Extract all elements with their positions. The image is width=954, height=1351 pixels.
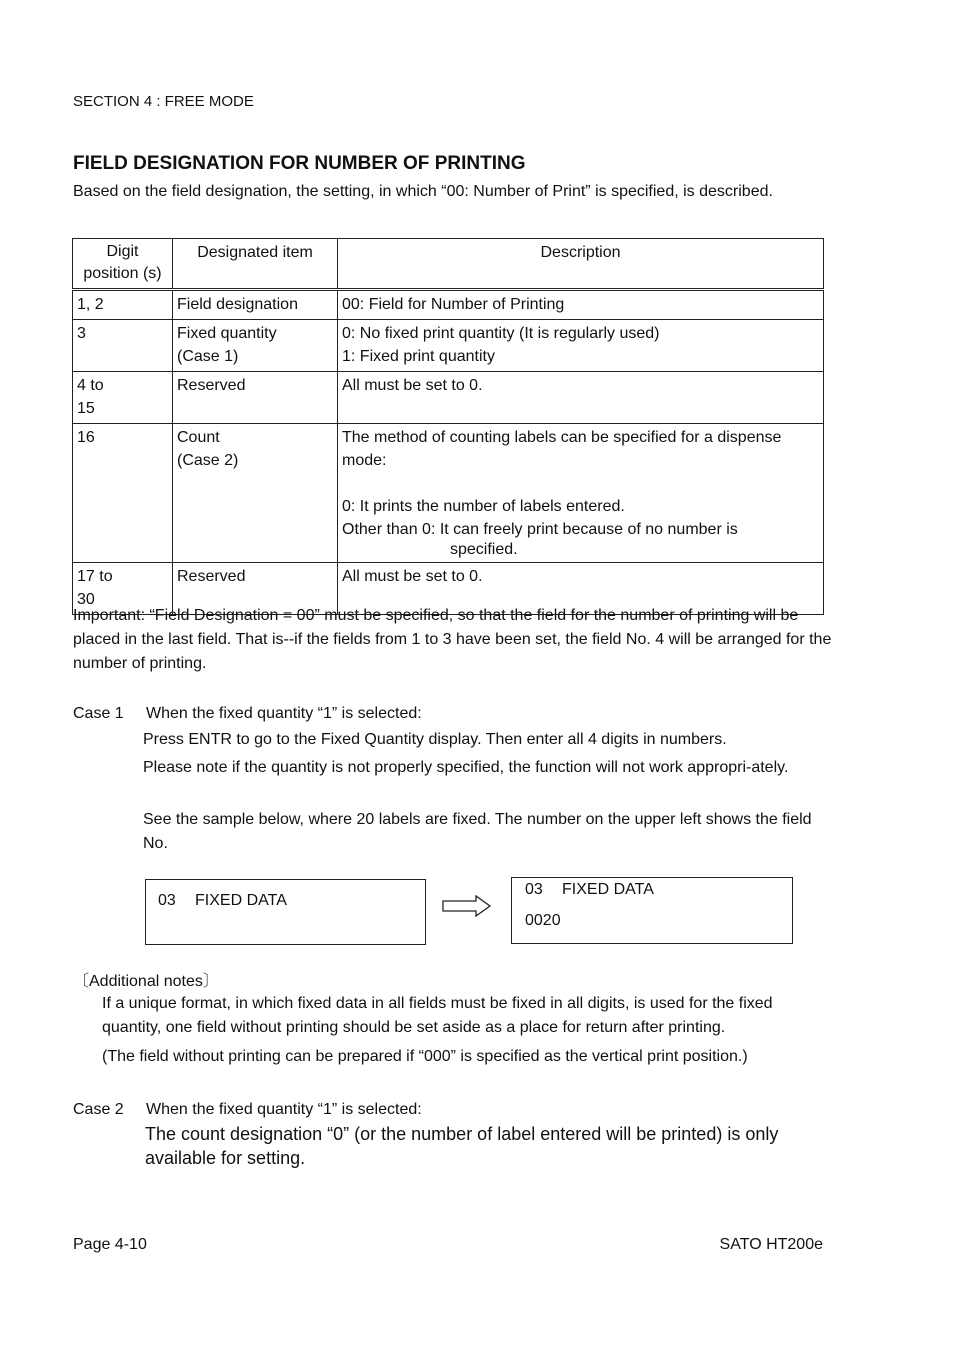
case1-heading-text: When the fixed quantity “1” is selected: [146, 705, 422, 722]
cell-item [173, 320, 338, 372]
additional-notes-title: 〔Additional notes〕 [73, 973, 219, 990]
table-row [73, 320, 824, 372]
header-designated-item: Designated item [173, 239, 338, 290]
desc-line: 0: It prints the number of labels entered. [342, 498, 625, 515]
product-name: SATO HT200e [719, 1236, 823, 1253]
important-note: Important: “Field Designation = 00” must be specified, so that the field for the number of printing will be placed in the last field. That is--if the fields from 1 to 3 have been set, the field No. 4 will be arranged for the number of printing. [73, 607, 832, 672]
cell-digit [73, 372, 173, 424]
cell-item: Reserved [173, 372, 338, 424]
additional-notes-paragraph-1: If a unique format, in which fixed data in all fields must be fixed in all digits, is used for the fixed quantity, one field without printing should be set aside as a place for return after printing. [102, 995, 773, 1036]
cell-item: Field designation [173, 290, 338, 320]
section-header: SECTION 4 : FREE MODE [73, 93, 254, 110]
case1-paragraph-3: See the sample below, where 20 labels are fixed. The number on the upper left shows the field No. [143, 811, 812, 852]
cell-description [338, 320, 824, 372]
item-line: Count [177, 429, 220, 446]
display-after-label: FIXED DATA [562, 881, 654, 898]
header-digit-position [73, 239, 173, 290]
digit-line: 30 [77, 591, 95, 608]
cell-digit: 3 [73, 320, 173, 372]
cell-item: Reserved [173, 563, 338, 615]
display-before-label: FIXED DATA [195, 892, 287, 909]
table-row [73, 372, 824, 424]
digit-line: 4 to [77, 377, 104, 394]
desc-line: The method of counting labels can be specified for a dispense mode: [342, 429, 782, 469]
table-header-row [73, 239, 824, 290]
case1-paragraph-1: Press ENTR to go to the Fixed Quantity display. Then enter all 4 digits in numbers. [143, 731, 727, 748]
cell-description [338, 424, 824, 563]
page-number: Page 4-10 [73, 1236, 147, 1253]
digit-line: 15 [77, 400, 95, 417]
cell-item [173, 424, 338, 563]
case2-body: The count designation “0” (or the number of label entered will be printed) is only available for setting. [145, 1124, 779, 1168]
cell-description: 00: Field for Number of Printing [338, 290, 824, 320]
case2-label: Case 2 [73, 1101, 124, 1118]
case1-label: Case 1 [73, 705, 124, 722]
table-row [73, 290, 824, 320]
display-after-value: 0020 [525, 912, 561, 929]
case1-paragraph-2: Please note if the quantity is not properly specified, the function will not work appropri-ately. [143, 759, 789, 776]
desc-line: Other than 0: It can freely print because of no number is [342, 521, 738, 538]
additional-notes-paragraph-2: (The field without printing can be prepared if “000” is specified as the vertical print position.) [102, 1048, 748, 1065]
header-digit-line2: position (s) [83, 265, 162, 282]
header-digit-line1: Digit [106, 243, 139, 260]
case2-heading-text: When the fixed quantity “1” is selected: [146, 1101, 422, 1118]
case1-heading [73, 705, 422, 723]
display-after [511, 877, 793, 944]
display-after-field-no: 03 [525, 881, 543, 898]
item-line: Fixed quantity [177, 325, 277, 342]
digit-line: 17 to [77, 568, 113, 585]
right-arrow-icon [442, 895, 492, 917]
table-row [73, 424, 824, 563]
intro-paragraph: Based on the field designation, the setting, in which “00: Number of Print” is specified, is described. [73, 183, 773, 200]
cell-digit: 1, 2 [73, 290, 173, 320]
desc-line: 1: Fixed print quantity [342, 348, 495, 365]
display-before [145, 879, 426, 945]
desc-line: 0: No fixed print quantity (It is regularly used) [342, 325, 660, 342]
display-before-field-no: 03 [158, 892, 176, 909]
header-description: Description [338, 239, 824, 290]
item-line: (Case 2) [177, 452, 239, 469]
cell-description: All must be set to 0. [338, 563, 824, 615]
item-line: (Case 1) [177, 348, 239, 365]
desc-line: specified. [450, 541, 518, 558]
field-designation-table [72, 238, 824, 615]
cell-digit: 16 [73, 424, 173, 563]
case2-heading [73, 1101, 422, 1119]
page-title: FIELD DESIGNATION FOR NUMBER OF PRINTING [73, 153, 526, 174]
cell-description: All must be set to 0. [338, 372, 824, 424]
